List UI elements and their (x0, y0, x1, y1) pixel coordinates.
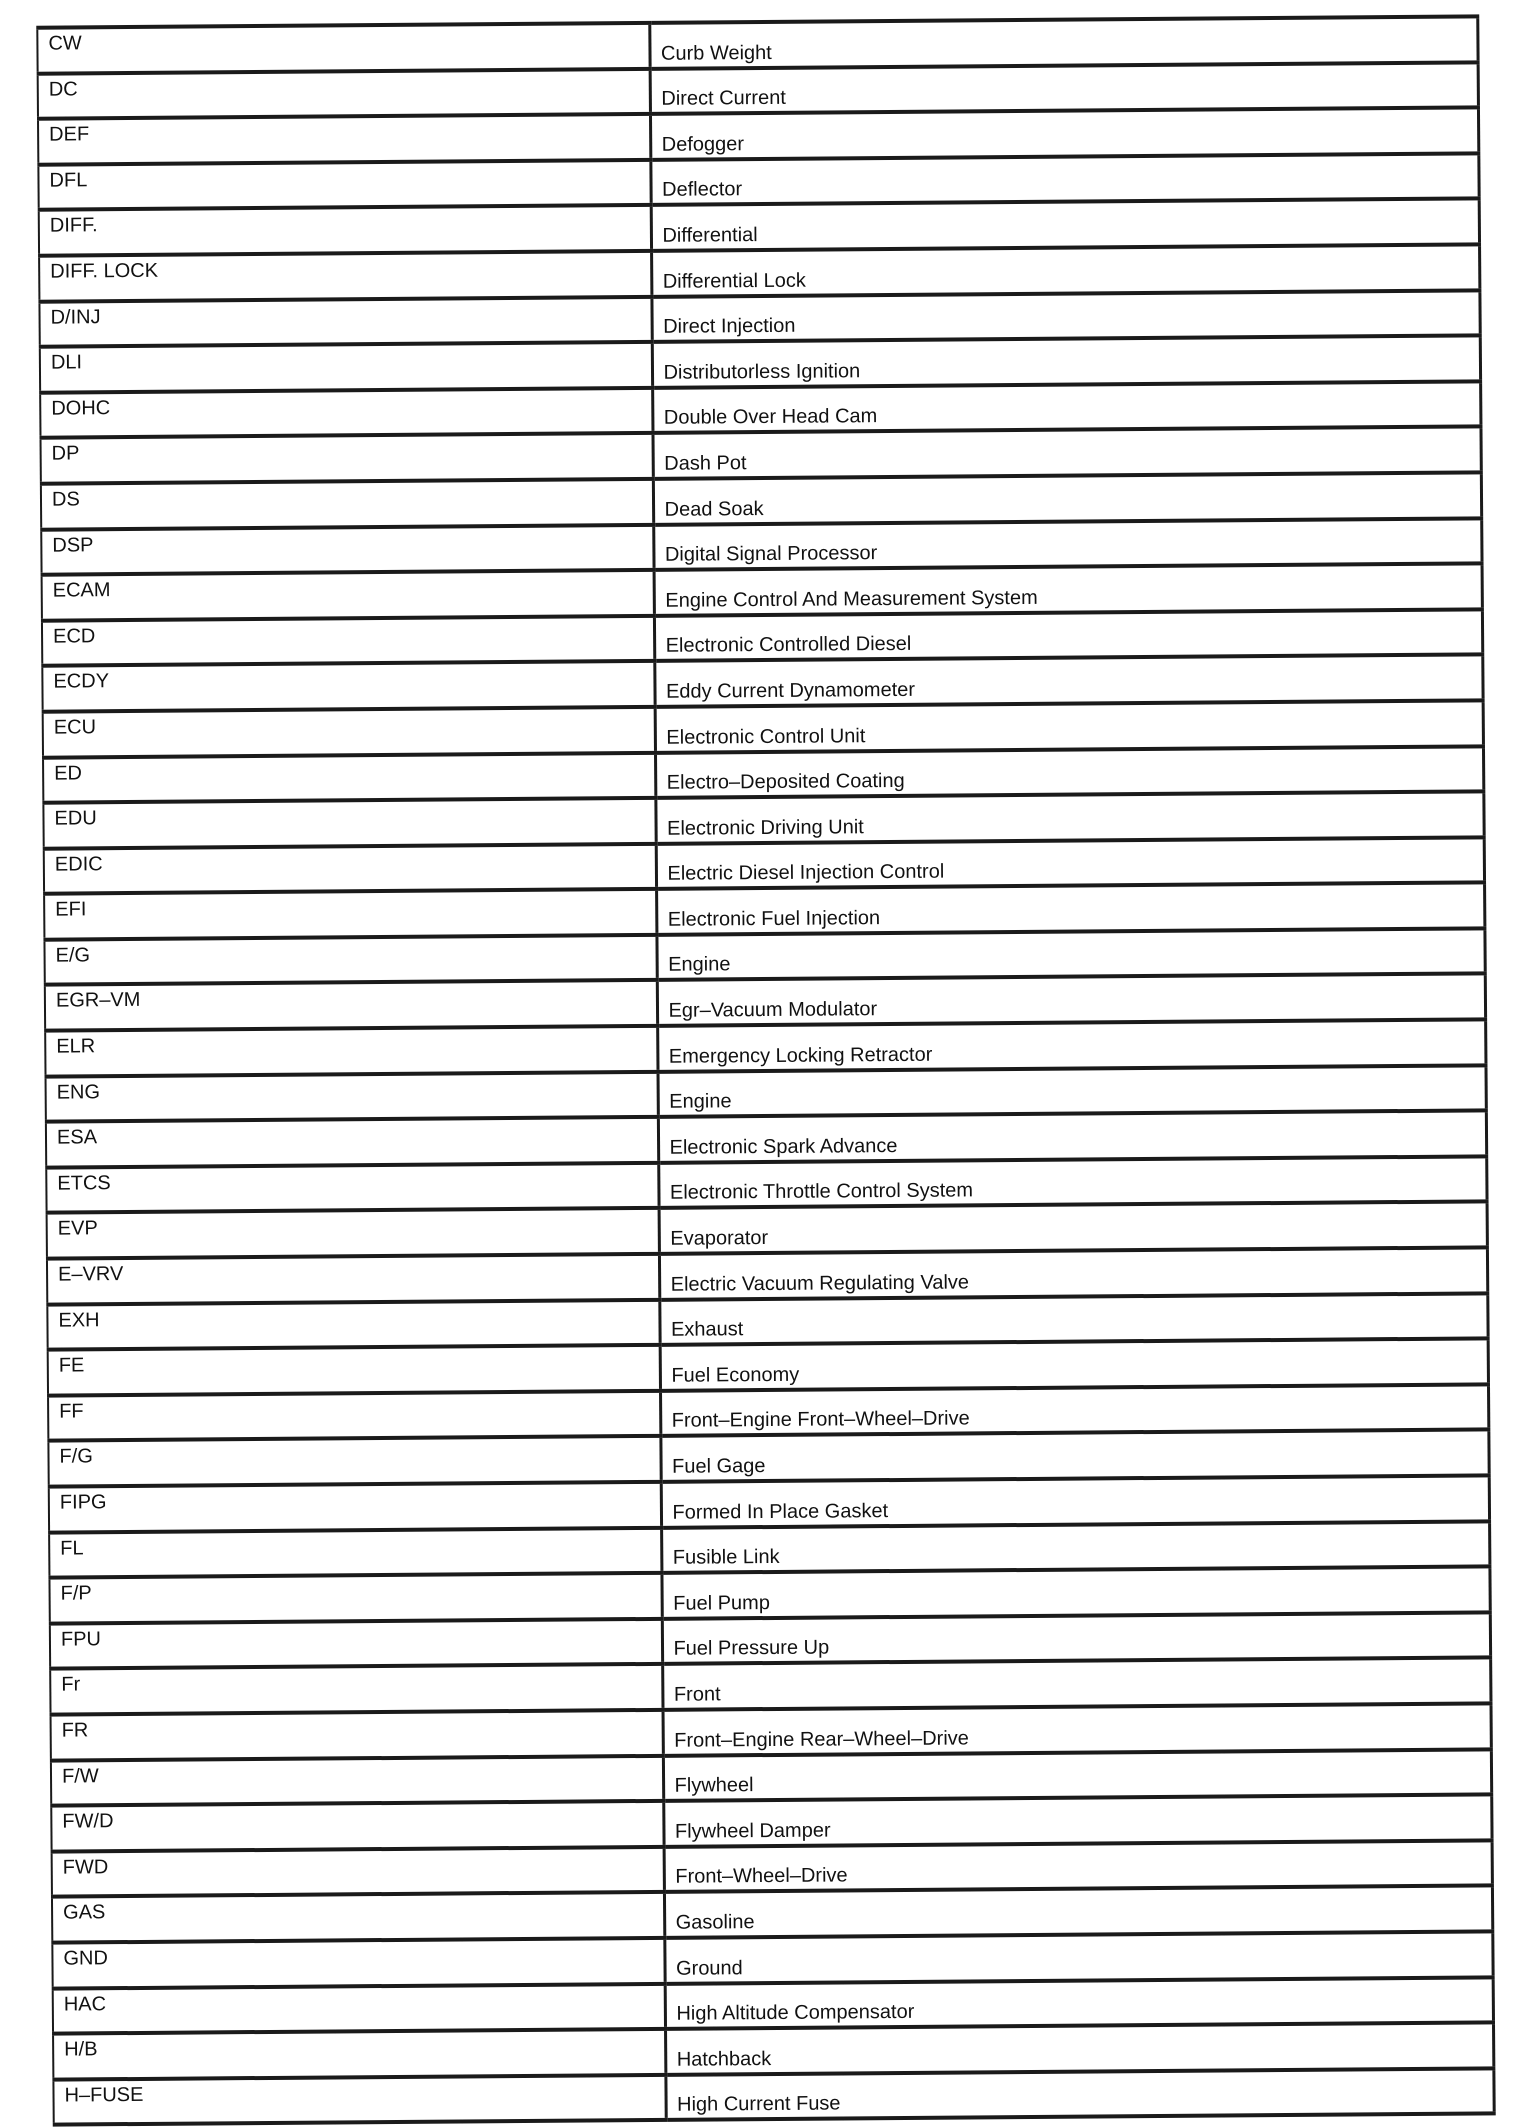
abbreviation-cell: F/P (49, 1573, 661, 1623)
abbreviation-cell: FWD (52, 1847, 664, 1897)
definition-cell: Double Over Head Cam (652, 381, 1480, 433)
abbreviation-cell: DEF (38, 114, 650, 164)
definition-cell: Fuel Economy (660, 1339, 1488, 1391)
definition-cell: Electric Vacuum Regulating Valve (659, 1247, 1487, 1299)
definition-cell: Emergency Locking Retractor (657, 1019, 1485, 1071)
definition-cell: Exhaust (659, 1293, 1487, 1345)
definition-cell: Front–Wheel–Drive (664, 1840, 1492, 1892)
abbreviation-cell: ENG (46, 1072, 658, 1122)
definition-cell: Ground (664, 1931, 1492, 1983)
definition-cell: Engine (658, 1065, 1486, 1117)
abbreviation-cell: F/W (51, 1755, 663, 1805)
definition-cell: Fuel Pressure Up (662, 1612, 1490, 1664)
abbreviation-cell: DP (41, 433, 653, 483)
abbreviation-table (36, 14, 1495, 2127)
abbreviation-cell: HAC (53, 1983, 665, 2033)
abbreviation-cell: FR (51, 1710, 663, 1760)
definition-cell: Curb Weight (649, 16, 1477, 68)
abbreviation-cell: EDU (43, 798, 655, 848)
definition-cell: Evaporator (659, 1202, 1487, 1254)
abbreviation-cell: FE (48, 1345, 660, 1395)
abbreviation-cell: ED (43, 752, 655, 802)
definition-cell: Eddy Current Dynamometer (654, 655, 1482, 707)
abbreviation-cell: E–VRV (47, 1254, 659, 1304)
definition-cell: Dash Pot (652, 427, 1480, 479)
abbreviation-cell: F/G (48, 1436, 660, 1486)
definition-cell: Electronic Controlled Diesel (654, 609, 1482, 661)
definition-cell: Direct Injection (651, 290, 1479, 342)
definition-cell: Flywheel Damper (663, 1795, 1491, 1847)
definition-cell: Engine Control And Measurement System (654, 564, 1482, 616)
definition-cell: Fuel Gage (660, 1430, 1488, 1482)
definition-cell: Formed In Place Gasket (661, 1475, 1489, 1527)
definition-cell: Egr–Vacuum Modulator (657, 974, 1485, 1026)
abbreviation-cell: Fr (50, 1664, 662, 1714)
abbreviation-cell: ESA (46, 1117, 658, 1167)
abbreviation-cell: DC (38, 68, 650, 118)
abbreviation-cell: ETCS (46, 1163, 658, 1213)
abbreviation-cell: D/INJ (39, 296, 651, 346)
definition-cell: Electronic Control Unit (655, 700, 1483, 752)
abbreviation-cell: ECU (43, 707, 655, 757)
abbreviation-cell: DFL (38, 160, 650, 210)
abbreviation-cell: ECAM (42, 570, 654, 620)
definition-cell: Digital Signal Processor (653, 518, 1481, 570)
definition-cell: Electronic Throttle Control System (658, 1156, 1486, 1208)
abbreviation-cell: H–FUSE (53, 2075, 665, 2125)
abbreviation-cell: EDIC (44, 844, 656, 894)
definition-cell: Distributorless Ignition (652, 336, 1480, 388)
definition-cell: Direct Current (650, 62, 1478, 114)
abbreviation-cell: ELR (45, 1026, 657, 1076)
definition-cell: Deflector (650, 153, 1478, 205)
abbreviation-cell: DSP (41, 524, 653, 574)
abbreviation-cell: FL (49, 1527, 661, 1577)
abbreviation-cell: GAS (52, 1892, 664, 1942)
abbreviation-cell: E/G (44, 935, 656, 985)
definition-cell: Front–Engine Front–Wheel–Drive (660, 1384, 1488, 1436)
abbreviation-cell: EGR–VM (45, 980, 657, 1030)
abbreviation-cell: GND (52, 1938, 664, 1988)
abbreviation-cell: EFI (44, 889, 656, 939)
definition-cell: Electro–Deposited Coating (655, 746, 1483, 798)
definition-cell: Engine (656, 928, 1484, 980)
definition-cell: Differential Lock (651, 244, 1479, 296)
definition-cell: Electric Diesel Injection Control (656, 837, 1484, 889)
definition-cell: Electronic Fuel Injection (656, 883, 1484, 935)
abbreviation-cell: DS (41, 479, 653, 529)
abbreviation-cell: CW (37, 23, 649, 73)
abbreviation-cell: EVP (47, 1208, 659, 1258)
abbreviation-cell: ECD (42, 616, 654, 666)
definition-cell: Hatchback (665, 2022, 1493, 2074)
abbreviation-cell: H/B (53, 2029, 665, 2079)
abbreviation-cell: DLI (40, 342, 652, 392)
definition-cell: Electronic Spark Advance (658, 1111, 1486, 1163)
definition-cell: Front–Engine Rear–Wheel–Drive (663, 1703, 1491, 1755)
definition-cell: Dead Soak (653, 472, 1481, 524)
abbreviation-cell: ECDY (42, 661, 654, 711)
definition-cell: Front (662, 1658, 1490, 1710)
definition-cell: High Current Fuse (665, 2068, 1493, 2120)
abbreviation-cell: FIPG (49, 1482, 661, 1532)
abbreviation-cell: DOHC (40, 388, 652, 438)
definition-cell: Flywheel (663, 1749, 1491, 1801)
abbreviation-cell: FW/D (51, 1801, 663, 1851)
definition-cell: Gasoline (664, 1886, 1492, 1938)
abbreviation-cell: EXH (47, 1299, 659, 1349)
definition-cell: High Altitude Compensator (665, 1977, 1493, 2029)
abbreviation-table-body (37, 16, 1493, 2125)
definition-cell: Fuel Pump (661, 1567, 1489, 1619)
definition-cell: Defogger (650, 108, 1478, 160)
abbreviation-cell: DIFF. LOCK (39, 251, 651, 301)
abbreviation-cell: FF (48, 1391, 660, 1441)
definition-cell: Fusible Link (661, 1521, 1489, 1573)
abbreviation-cell: FPU (50, 1619, 662, 1669)
abbreviation-cell: DIFF. (39, 205, 651, 255)
definition-cell: Electronic Driving Unit (655, 791, 1483, 843)
definition-cell: Differential (651, 199, 1479, 251)
